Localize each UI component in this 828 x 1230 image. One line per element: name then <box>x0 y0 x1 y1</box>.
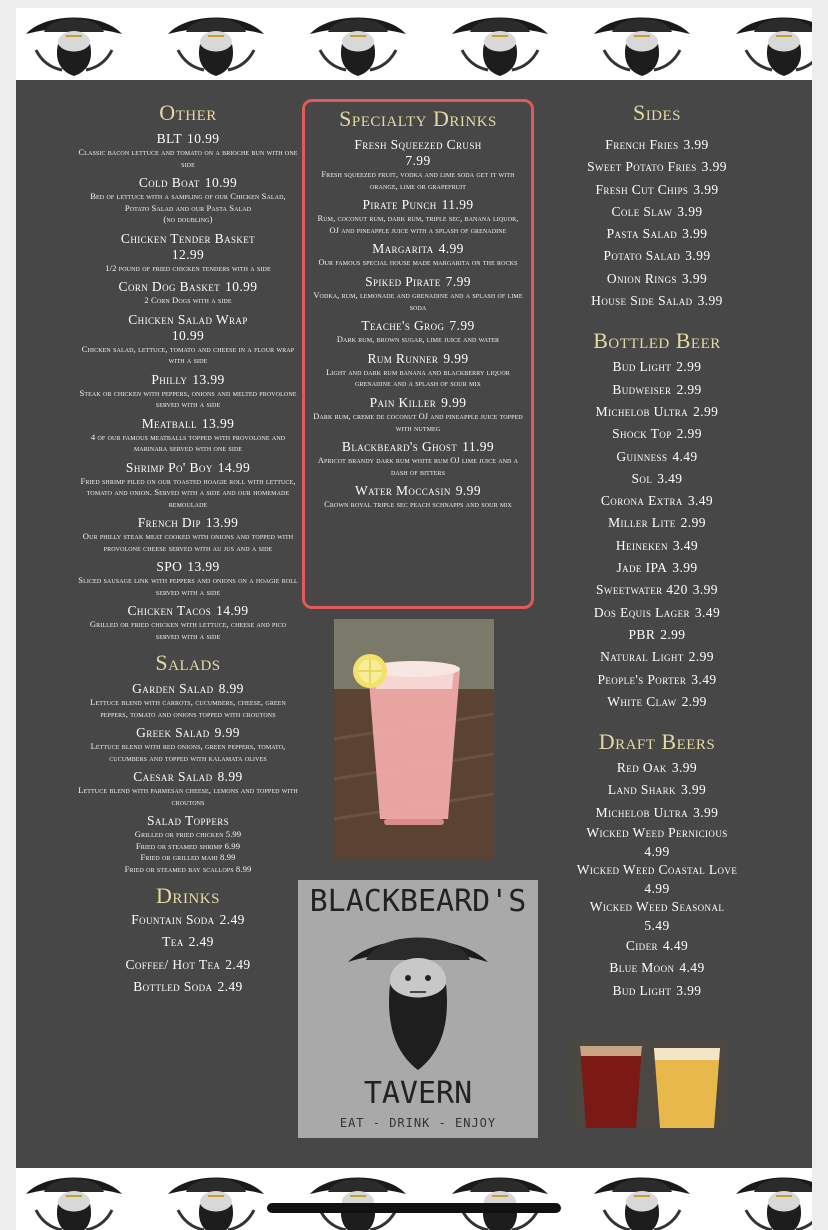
pirate-emblem-icon <box>22 10 126 78</box>
menu-item <box>552 446 762 468</box>
item-name-text: SPO <box>156 559 183 574</box>
item-price: 8.99 <box>218 681 244 696</box>
item-price: 3.49 <box>657 470 683 486</box>
item-name-text: Margarita <box>372 241 434 257</box>
pirate-emblem-icon <box>590 1170 694 1230</box>
item-name-text: Pain Killer <box>369 394 437 410</box>
item-name-text: Sweet Potato Fries <box>587 159 697 175</box>
menu-item <box>552 757 762 779</box>
item-price: 14.99 <box>217 459 251 475</box>
item-price: 4.99 <box>644 843 670 859</box>
item-description: Fried shrimp piled on our toasted hoagie roll with lettuce, tomato and onion. Served with a side and our homemade remoulade <box>80 475 296 509</box>
specialty-drinks-box <box>302 99 534 609</box>
pirate-emblem-icon <box>732 1170 812 1230</box>
item-price: 3.49 <box>687 493 714 509</box>
item-name <box>78 460 298 476</box>
item-name <box>313 241 523 257</box>
item-description: 2 Corn Dogs with a side <box>144 295 232 305</box>
logo-name: BLACKBEARD'S <box>309 884 527 919</box>
pirate-emblem-icon <box>448 1170 552 1230</box>
item-name-text: Dos Equis Lager <box>593 604 690 620</box>
item-name-text: Fountain Soda <box>131 912 215 927</box>
item-price: 10.99 <box>171 327 205 343</box>
item-description: Fresh squeezed fruit, vodka and lime soda get it with orange, lime or grapefruit <box>321 170 515 191</box>
menu-item <box>552 861 762 898</box>
menu-item <box>552 490 762 512</box>
item-price: 12.99 <box>171 246 205 262</box>
item-name-text: Chicken Tender Basket <box>120 230 256 246</box>
item-price: 3.99 <box>701 159 727 175</box>
pirate-emblem-icon <box>306 1170 410 1230</box>
item-price: 3.99 <box>697 293 723 309</box>
topper-line: Fried or grilled mahi 8.99 <box>140 852 236 862</box>
item-name-text: Water Moccasin <box>355 483 451 499</box>
menu-item <box>552 290 762 312</box>
item-name <box>78 175 298 191</box>
item-name <box>78 372 298 388</box>
drinks-list <box>78 909 298 998</box>
item-name-text: Pirate Punch <box>362 197 437 213</box>
section-title-specialty: Specialty Drinks <box>339 106 497 131</box>
menu-item <box>552 646 762 668</box>
item-price: 10.99 <box>225 279 258 294</box>
item-price: 2.99 <box>680 515 706 531</box>
section-title-other: Other <box>159 100 217 125</box>
menu-item <box>78 416 298 455</box>
sides-list <box>552 134 762 312</box>
item-name-text: Cold Boat <box>138 175 200 190</box>
item-name-text: Land Shark <box>607 782 676 798</box>
item-name <box>78 725 298 741</box>
menu-item <box>552 356 762 378</box>
menu-item <box>78 813 298 875</box>
item-name <box>313 274 523 290</box>
item-name-text: Bottled Soda <box>133 978 213 994</box>
menu-item <box>552 379 762 401</box>
item-price: 13.99 <box>201 415 235 431</box>
menu-item <box>552 980 762 1002</box>
pirate-emblem-icon <box>22 1170 126 1230</box>
menu-item <box>552 268 762 290</box>
item-price: 3.49 <box>672 537 699 553</box>
item-name-text: Potato Salad <box>603 248 681 264</box>
item-price: 3.99 <box>677 203 703 219</box>
logo-tagline: EAT - DRINK - ENJOY <box>339 1116 497 1130</box>
item-name-text: Corn Dog Basket <box>118 279 221 294</box>
menu-item <box>78 954 298 976</box>
item-name <box>313 137 523 169</box>
item-price: 11.99 <box>462 439 495 455</box>
item-name <box>78 769 298 785</box>
item-price: 5.49 <box>644 917 670 933</box>
cocktail-photo <box>334 619 494 859</box>
menu-item <box>313 395 523 434</box>
menu-item <box>313 318 523 346</box>
item-name-text: Shrimp Po' Boy <box>125 459 213 475</box>
menu-item <box>552 401 762 423</box>
item-price: 3.99 <box>680 782 707 798</box>
item-price: 4.99 <box>438 241 464 257</box>
menu-item <box>313 483 523 511</box>
menu-item <box>313 274 523 313</box>
item-price: 2.99 <box>688 649 714 665</box>
item-price: 2.49 <box>188 934 214 950</box>
left-column <box>78 100 298 998</box>
pirate-emblem-icon <box>448 10 552 78</box>
menu-item <box>78 769 298 808</box>
item-price: 9.99 <box>443 350 469 366</box>
item-price: 3.99 <box>682 226 708 242</box>
right-column <box>552 100 762 1002</box>
menu-item <box>78 175 298 226</box>
item-name <box>313 483 523 499</box>
menu-item <box>313 197 523 236</box>
item-name-text: BLT <box>156 131 183 146</box>
menu-item <box>552 779 762 801</box>
section-title-sides: Sides <box>632 100 682 125</box>
menu-item <box>78 460 298 511</box>
item-description: Crown royal triple sec peach schnapps and sour mix <box>324 500 512 510</box>
item-description: Light and dark rum banana and blackberry liquor grenadine and a splash of sour mix <box>326 367 510 389</box>
menu-item <box>552 156 762 178</box>
item-name-text: Meatball <box>141 415 197 431</box>
item-description: Lettuce blend with parmesan cheese, lemons and topped with croutons <box>78 785 298 807</box>
item-name-text: Spiked Pirate <box>365 273 441 289</box>
item-name-text: Chicken Tacos <box>127 603 212 618</box>
item-name-text: Chicken Salad Wrap <box>128 311 248 327</box>
item-price: 2.99 <box>676 381 702 397</box>
item-price: 9.99 <box>455 483 481 499</box>
item-name <box>78 813 298 829</box>
item-name-text: Heineken <box>615 537 668 553</box>
item-name-text: Sweetwater 420 <box>596 582 688 598</box>
menu-item <box>552 134 762 156</box>
item-price: 3.49 <box>691 671 717 687</box>
item-name-text: Miller Lite <box>608 515 676 531</box>
topper-line: Fried or steamed bay scallops 8.99 <box>124 863 252 874</box>
menu-item <box>313 241 523 269</box>
menu-item <box>552 669 762 691</box>
item-price: 2.49 <box>217 978 243 994</box>
item-name <box>78 312 298 344</box>
item-name <box>313 395 523 411</box>
item-name-text: White Claw <box>607 693 677 709</box>
item-price: 3.99 <box>692 582 718 598</box>
item-name-text: Caesar Salad <box>133 769 213 784</box>
item-price: 2.99 <box>676 426 702 442</box>
bottled-beer-list <box>552 356 762 713</box>
item-price: 4.49 <box>672 448 698 464</box>
item-name-text: Onion Rings <box>606 270 677 286</box>
menu-item <box>78 976 298 998</box>
item-price: 2.99 <box>660 626 686 642</box>
item-name <box>78 681 298 697</box>
item-description: Lettuce blend with red onions, green peppers, tomato, cucumbers and topped with kalamata olives <box>90 741 286 763</box>
menu-item <box>78 279 298 307</box>
item-price: 2.99 <box>693 403 719 419</box>
item-name-text: Fresh Cut Chips <box>595 181 689 197</box>
item-name <box>313 197 523 213</box>
item-name-text: Coffee/ Hot Tea <box>125 956 221 972</box>
item-name-text: Wicked Weed Seasonal <box>589 899 725 915</box>
item-description: Vodka, rum, lemonade and grenadine and a splash of lime soda <box>313 290 523 312</box>
beer-photo <box>572 1040 728 1128</box>
item-price: 3.99 <box>671 760 698 776</box>
item-price: 14.99 <box>216 603 249 618</box>
item-name-text: Greek Salad <box>136 725 210 740</box>
salads-list <box>78 681 298 875</box>
item-name <box>78 603 298 619</box>
menu-item <box>313 137 523 192</box>
menu-item <box>552 691 762 713</box>
menu-item <box>78 131 298 170</box>
other-list <box>78 131 298 642</box>
menu-item <box>78 681 298 720</box>
item-description: Lettuce blend with carrots, cucumbers, cheese, green peppers, tomato and onions topped with croutons <box>90 697 286 719</box>
item-name-text: Jade IPA <box>616 560 668 576</box>
item-name-text: Michelob Ultra <box>595 403 689 419</box>
item-name-text: People's Porter <box>597 671 687 687</box>
section-title-drinks: Drinks <box>156 883 220 908</box>
item-name-text: Bud Light <box>612 359 672 375</box>
topper-line: Fried or steamed shrimp 6.99 <box>135 840 241 851</box>
section-title-salads: Salads <box>155 650 221 675</box>
item-name <box>78 515 298 531</box>
menu-item <box>78 372 298 411</box>
item-name-text: Cole Slaw <box>611 203 673 219</box>
menu-item <box>552 512 762 534</box>
item-name-text: Red Oak <box>616 760 667 776</box>
section-title-draft-beers: Draft Beers <box>598 729 716 755</box>
topper-line: Grilled or fried chicken 5.99 <box>134 829 242 839</box>
pirate-emblem-icon <box>590 10 694 78</box>
item-name-text: Salad Toppers <box>146 813 230 828</box>
item-price: 2.99 <box>676 359 702 375</box>
home-indicator[interactable] <box>267 1203 561 1213</box>
menu-item <box>78 559 298 598</box>
blackbeards-logo <box>298 880 538 1138</box>
logo-subtitle: TAVERN <box>363 1076 473 1111</box>
menu-item <box>552 579 762 601</box>
item-name <box>78 279 298 295</box>
item-name-text: Teache's Grog <box>361 318 445 334</box>
item-name <box>313 439 523 455</box>
item-price: 13.99 <box>205 515 239 530</box>
menu-item <box>552 245 762 267</box>
item-name-text: Pasta Salad <box>606 226 678 242</box>
menu-item <box>78 515 298 554</box>
item-description: Grilled or fried chicken with lettuce, cheese and pico served with a side <box>89 619 287 641</box>
item-name-text: Budweiser <box>612 381 672 397</box>
menu-item <box>552 535 762 557</box>
item-price: 4.99 <box>644 880 670 896</box>
item-price: 9.99 <box>214 725 240 740</box>
item-price: 3.99 <box>676 982 702 998</box>
item-name-text: Wicked Weed Pernicious <box>586 825 728 841</box>
menu-item <box>552 898 762 935</box>
item-name-text: Bud Light <box>612 982 672 998</box>
item-name <box>78 131 298 147</box>
menu-item <box>78 231 298 275</box>
pirate-head-icon <box>338 922 498 1074</box>
item-price: 7.99 <box>449 318 475 334</box>
item-name-text: Sol <box>631 470 653 486</box>
item-price: 7.99 <box>405 153 431 168</box>
menu-item <box>78 909 298 931</box>
item-name-text: Fresh Squeezed Crush <box>354 137 482 152</box>
menu-item <box>313 439 523 478</box>
item-name-text: Shock Top <box>612 426 672 442</box>
item-name-text: French Fries <box>605 137 679 152</box>
item-price: 11.99 <box>441 197 474 213</box>
item-price: 3.99 <box>685 248 711 264</box>
item-price: 3.99 <box>672 560 698 576</box>
item-price: 3.99 <box>693 181 719 197</box>
item-name-text: French Dip <box>137 515 201 530</box>
pirate-emblem-icon <box>164 1170 268 1230</box>
item-price: 2.49 <box>219 912 245 927</box>
menu-item <box>552 179 762 201</box>
menu-item <box>552 223 762 245</box>
item-price: 8.99 <box>217 769 243 784</box>
top-banner <box>16 8 812 80</box>
item-description: Our famous special house made margarita on the rocks <box>318 258 518 268</box>
menu-item <box>78 603 298 642</box>
item-price: 4.49 <box>679 960 705 976</box>
item-price: 3.99 <box>683 137 709 152</box>
item-name-text: Natural Light <box>600 649 684 665</box>
menu-item <box>552 935 762 957</box>
item-name <box>313 318 523 334</box>
menu-item <box>552 557 762 579</box>
item-name-text: Philly <box>151 371 188 387</box>
pirate-emblem-icon <box>306 10 410 78</box>
item-description: Sliced sausage link with peppers and onions on a hoagie roll served with a side <box>78 575 298 597</box>
item-note: (no doubling) <box>163 214 213 224</box>
draft-beer-list <box>552 757 762 1002</box>
item-name-text: Rum Runner <box>367 350 439 366</box>
menu-item <box>78 725 298 764</box>
section-title-bottled-beer: Bottled Beer <box>593 328 721 354</box>
item-description: Dark rum, brown sugar, lime juice and water <box>336 335 500 345</box>
item-price: 13.99 <box>187 559 220 574</box>
item-description: Bed of lettuce with a sampling of our Chicken Salad, Potato Salad and our Pasta Salad <box>90 191 286 213</box>
item-description: Apricot brandy dark rum white rum OJ lime juice and a dash of bitters <box>317 456 519 477</box>
item-name-text: Blackbeard's Ghost <box>341 439 458 455</box>
specialty-list <box>313 137 523 511</box>
item-price: 13.99 <box>192 371 225 387</box>
bottom-banner <box>16 1168 812 1230</box>
item-name-text: House Side Salad <box>591 293 693 309</box>
item-name <box>78 416 298 432</box>
item-name-text: Garden Salad <box>132 681 214 696</box>
item-name-text: Tea <box>162 934 184 950</box>
item-name <box>78 231 298 263</box>
menu-item <box>552 624 762 646</box>
menu-item <box>78 931 298 953</box>
item-price: 3.49 <box>694 604 721 620</box>
item-description: Dark rum, creme de coconut OJ and pineapple juice topped with nutmeg <box>313 411 523 433</box>
item-price: 3.99 <box>693 804 719 820</box>
item-price: 3.99 <box>681 270 708 286</box>
item-name-text: Corona Extra <box>600 493 683 509</box>
menu-board <box>16 80 812 1168</box>
item-price: 10.99 <box>187 131 220 146</box>
pirate-emblem-icon <box>164 10 268 78</box>
item-description: 1/2 pound of fried chicken tenders with a side <box>105 262 271 273</box>
item-name-text: Cider <box>625 938 658 954</box>
item-price: 10.99 <box>204 175 238 190</box>
menu-item <box>552 468 762 490</box>
item-description: Our philly steak meat cooked with onions and topped with provolone cheese served with au jus and a side <box>82 531 294 553</box>
item-name-text: Michelob Ultra <box>595 804 689 820</box>
menu-item <box>552 802 762 824</box>
item-price: 9.99 <box>441 394 467 410</box>
pirate-emblem-icon <box>732 10 812 78</box>
item-name-text: Wicked Weed Coastal Love <box>576 862 738 878</box>
item-price: 2.99 <box>681 693 707 709</box>
menu-item <box>552 824 762 861</box>
item-name-text: PBR <box>628 626 656 642</box>
item-description: 4 of our famous meatballs topped with provolone and marinara served with one side <box>90 431 286 453</box>
item-description: Classic bacon lettuce and tomato on a brioche bun with one side <box>78 147 298 169</box>
item-price: 4.49 <box>662 938 689 954</box>
item-price: 2.49 <box>225 956 251 972</box>
item-name-text: Guinness <box>616 448 668 464</box>
menu-item <box>313 351 523 390</box>
item-description: Chicken salad, lettuce, tomato and cheese in a flour wrap with a side <box>81 343 295 365</box>
item-description: Steak or chicken with peppers, onions and melted provolone served with a side <box>79 387 297 409</box>
menu-item <box>78 312 298 367</box>
menu-item <box>552 423 762 445</box>
item-name <box>78 559 298 575</box>
menu-item <box>552 957 762 979</box>
item-description: Rum, coconut rum, dark rum, triple sec, banana liquor, OJ and pineapple juice with a splash of grenadine <box>317 214 519 235</box>
item-name-text: Blue Moon <box>609 960 675 976</box>
menu-item <box>552 602 762 624</box>
item-name <box>313 351 523 367</box>
item-price: 7.99 <box>445 273 471 289</box>
menu-item <box>552 201 762 223</box>
